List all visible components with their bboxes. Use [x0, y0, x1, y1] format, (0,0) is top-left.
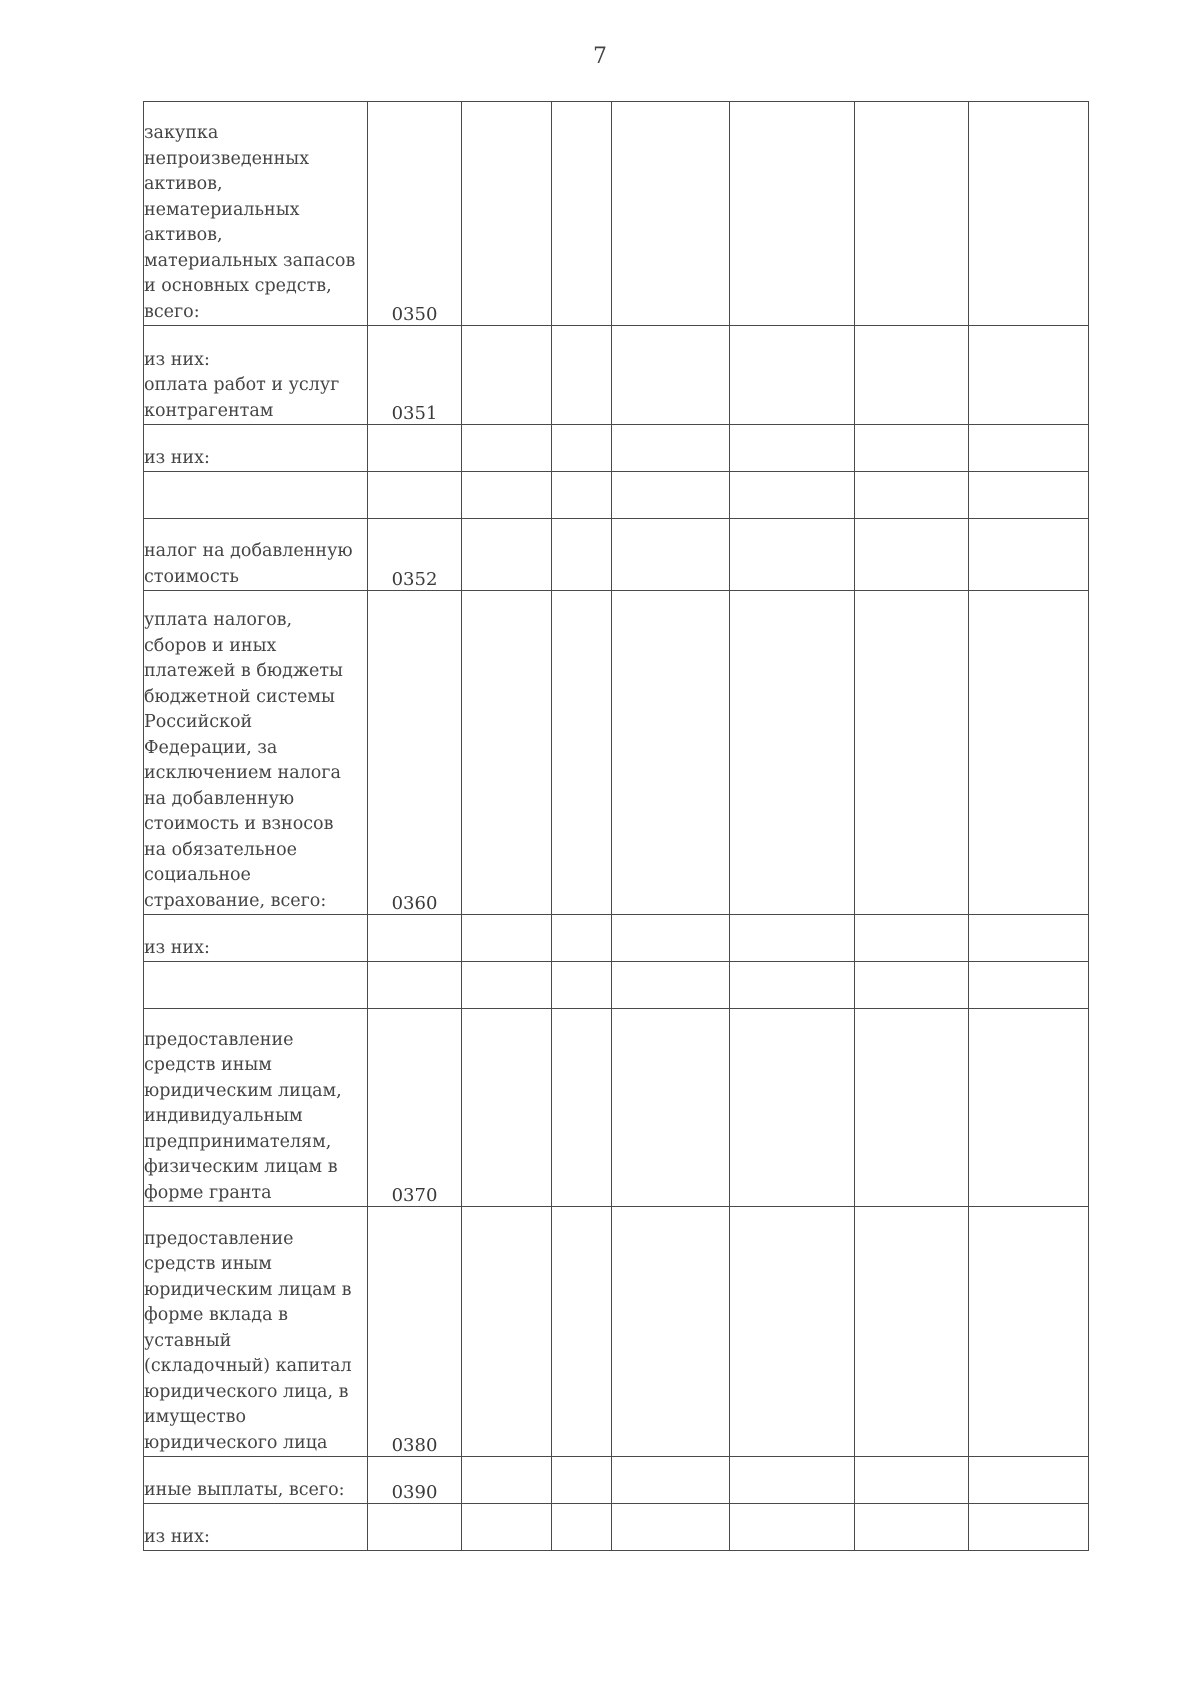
value-cell: [969, 472, 1089, 519]
value-cell: [969, 1207, 1089, 1457]
value-cell: [730, 519, 855, 591]
value-cell: [462, 1504, 552, 1551]
row-label: уплата налогов, сборов и иных платежей в бюджеты бюджетной системы Российской Федерации, за исключением налога на добавленную стоимость и взносов на обязательное социальное страхование, всего:: [144, 610, 343, 911]
value-cell: [462, 519, 552, 591]
row-code: 0360: [368, 591, 462, 915]
row-code: 0352: [368, 519, 462, 591]
value-cell: [552, 472, 612, 519]
row-label: из них: оплата работ и услуг контрагентам: [144, 349, 340, 421]
row-label: закупка непроизведенных активов, нематериальных активов, материальных запасов и основных средств, всего:: [144, 123, 356, 322]
row-code: 0370: [368, 1009, 462, 1207]
value-cell: [612, 591, 730, 915]
value-cell: [552, 1504, 612, 1551]
page-number: 7: [593, 44, 607, 69]
value-cell: [855, 1207, 969, 1457]
value-cell: [730, 1207, 855, 1457]
value-cell: [969, 326, 1089, 425]
value-cell: [969, 1009, 1089, 1207]
table-row: [144, 1207, 1089, 1457]
row-code: 0380: [368, 1207, 462, 1457]
table-row: [144, 1504, 1089, 1551]
value-cell: [730, 102, 855, 326]
value-cell: [552, 519, 612, 591]
value-cell: [969, 425, 1089, 472]
row-code: [368, 425, 462, 472]
value-cell: [855, 915, 969, 962]
value-cell: [552, 915, 612, 962]
value-cell: [462, 102, 552, 326]
value-cell: [969, 591, 1089, 915]
value-cell: [855, 519, 969, 591]
value-cell: [612, 1457, 730, 1504]
value-cell: [612, 102, 730, 326]
value-cell: [552, 962, 612, 1009]
value-cell: [730, 962, 855, 1009]
row-label: из них:: [144, 1526, 210, 1547]
value-cell: [730, 1504, 855, 1551]
row-label-cell: [144, 962, 368, 1009]
value-cell: [855, 326, 969, 425]
value-cell: [969, 519, 1089, 591]
value-cell: [612, 1009, 730, 1207]
value-cell: [969, 962, 1089, 1009]
row-code: [368, 915, 462, 962]
row-label-cell: [144, 591, 368, 915]
row-code: [368, 472, 462, 519]
value-cell: [462, 915, 552, 962]
table-row: [144, 1009, 1089, 1207]
row-code: 0350: [368, 102, 462, 326]
value-cell: [462, 326, 552, 425]
table-row: [144, 472, 1089, 519]
row-code: [368, 1504, 462, 1551]
table-row: [144, 326, 1089, 425]
value-cell: [612, 472, 730, 519]
table-row: [144, 425, 1089, 472]
row-label-cell: [144, 1207, 368, 1457]
value-cell: [730, 1009, 855, 1207]
row-label: предоставление средств иным юридическим лицам, индивидуальным предпринимателям, физическим лицам в форме гранта: [144, 1029, 342, 1203]
table-row: [144, 591, 1089, 915]
table-row: [144, 1457, 1089, 1504]
value-cell: [730, 1457, 855, 1504]
row-label-cell: [144, 915, 368, 962]
value-cell: [969, 102, 1089, 326]
value-cell: [612, 425, 730, 472]
row-label-cell: [144, 519, 368, 591]
row-label-cell: [144, 102, 368, 326]
value-cell: [855, 1457, 969, 1504]
value-cell: [855, 591, 969, 915]
row-label-cell: [144, 1009, 368, 1207]
value-cell: [552, 1009, 612, 1207]
value-cell: [855, 425, 969, 472]
value-cell: [855, 962, 969, 1009]
row-label-cell: [144, 1504, 368, 1551]
row-label-cell: [144, 326, 368, 425]
value-cell: [552, 591, 612, 915]
table-row: [144, 102, 1089, 326]
value-cell: [552, 425, 612, 472]
row-label: из них:: [144, 937, 210, 958]
value-cell: [462, 425, 552, 472]
table-row: [144, 962, 1089, 1009]
row-code: 0351: [368, 326, 462, 425]
value-cell: [730, 425, 855, 472]
expenses-table: [143, 101, 1089, 1551]
value-cell: [612, 1504, 730, 1551]
value-cell: [855, 472, 969, 519]
value-cell: [612, 962, 730, 1009]
value-cell: [462, 591, 552, 915]
value-cell: [730, 326, 855, 425]
row-label-cell: [144, 1457, 368, 1504]
value-cell: [552, 326, 612, 425]
row-label: иные выплаты, всего:: [144, 1479, 345, 1500]
value-cell: [612, 915, 730, 962]
row-label-cell: [144, 425, 368, 472]
value-cell: [969, 915, 1089, 962]
value-cell: [969, 1504, 1089, 1551]
value-cell: [730, 591, 855, 915]
row-code: 0390: [368, 1457, 462, 1504]
value-cell: [855, 102, 969, 326]
table-row: [144, 519, 1089, 591]
value-cell: [612, 519, 730, 591]
value-cell: [552, 1207, 612, 1457]
value-cell: [969, 1457, 1089, 1504]
row-label-cell: [144, 472, 368, 519]
value-cell: [462, 1009, 552, 1207]
value-cell: [612, 1207, 730, 1457]
table-row: [144, 915, 1089, 962]
value-cell: [855, 1009, 969, 1207]
value-cell: [612, 326, 730, 425]
value-cell: [462, 1457, 552, 1504]
row-label: из них:: [144, 447, 210, 468]
value-cell: [462, 962, 552, 1009]
value-cell: [730, 472, 855, 519]
value-cell: [855, 1504, 969, 1551]
value-cell: [730, 915, 855, 962]
value-cell: [462, 1207, 552, 1457]
row-label: налог на добавленную стоимость: [144, 541, 353, 587]
value-cell: [552, 1457, 612, 1504]
row-label: предоставление средств иным юридическим лицам в форме вклада в уставный (складочный) капитал юридического лица, в имущество юридического лица: [144, 1228, 352, 1453]
value-cell: [552, 102, 612, 326]
row-code: [368, 962, 462, 1009]
value-cell: [462, 472, 552, 519]
